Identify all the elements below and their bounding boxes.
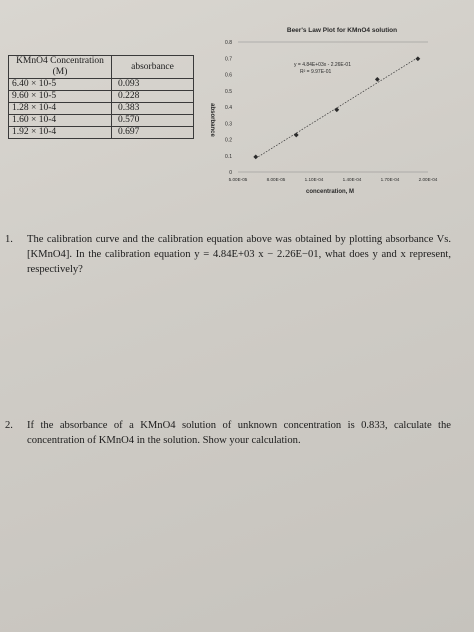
- table-row: [9, 127, 194, 139]
- x-tick-label: 1.10E-04: [304, 177, 324, 182]
- y-tick-label: 0.2: [225, 137, 232, 144]
- question-2-text: If the absorbance of a KMnO4 solution of unknown concentration is 0.833, calculate the concentration of KMnO4 in the solution. Show your calculation.: [27, 420, 451, 446]
- y-tick-label: 0.4: [225, 105, 232, 111]
- y-tick-label: 0: [229, 170, 232, 176]
- cell-absorbance: 0.383: [112, 103, 194, 115]
- header-concentration: KMnO4 Concentration (M): [9, 56, 112, 79]
- cell-concentration: 1.60 × 10-4: [9, 115, 112, 127]
- trendline-equation: y = 4.84E+03x - 2.26E-01: [294, 62, 351, 68]
- data-point-marker: [415, 56, 420, 61]
- question-1-number: 1.: [5, 234, 13, 245]
- cell-concentration: 1.28 × 10-4: [9, 103, 112, 115]
- cell-concentration: 1.92 × 10-4: [9, 127, 112, 139]
- y-tick-label: 0.6: [225, 72, 232, 79]
- question-2: [5, 418, 451, 448]
- y-tick-label: 0.8: [225, 40, 232, 46]
- data-point-marker: [253, 154, 258, 159]
- beers-law-chart: [202, 20, 448, 210]
- y-tick-label: 0.5: [225, 88, 232, 95]
- header-absorbance: absorbance: [112, 56, 194, 79]
- concentration-table-container: [8, 55, 194, 139]
- y-tick-label: 0.1: [225, 153, 232, 160]
- concentration-absorbance-table: [8, 55, 194, 139]
- cell-absorbance: 0.093: [112, 79, 194, 91]
- data-point-marker: [294, 133, 299, 138]
- cell-concentration: 9.60 × 10-5: [9, 91, 112, 103]
- cell-concentration: 6.40 × 10-5: [9, 79, 112, 91]
- table-row: [9, 103, 194, 115]
- x-tick-label: 1.40E-04: [342, 177, 362, 182]
- y-axis-label: absorbance: [209, 103, 215, 137]
- x-tick-label: 1.70E-04: [380, 177, 400, 182]
- table-row: [9, 91, 194, 103]
- y-tick-label: 0.7: [225, 56, 232, 63]
- table-header-row: [9, 56, 194, 79]
- x-tick-label: 5.00E-05: [228, 177, 248, 182]
- question-2-number: 2.: [5, 420, 13, 431]
- table-row: [9, 115, 194, 127]
- cell-absorbance: 0.228: [112, 91, 194, 103]
- x-tick-label: 8.00E-05: [266, 177, 286, 182]
- cell-absorbance: 0.570: [112, 115, 194, 127]
- table-row: [9, 79, 194, 91]
- y-tick-label: 0.3: [225, 121, 232, 128]
- x-axis-label: concentration, M: [305, 189, 355, 195]
- data-point-marker: [334, 107, 339, 112]
- cell-absorbance: 0.697: [112, 127, 194, 139]
- question-1: [5, 232, 451, 277]
- x-tick-label: 2.00E-04: [418, 177, 438, 182]
- data-point-marker: [375, 77, 380, 82]
- question-1-text: The calibration curve and the calibration equation above was obtained by plotting absorbance Vs. [KMnO4]. In the calibration equation y = 4.84E+03 x − 2.26E−01, what does y and x represent, respectively?: [27, 234, 451, 275]
- trendline-r-squared: R² = 9.97E-01: [300, 69, 332, 75]
- chart-svg: [202, 20, 448, 210]
- chart-title: Beer's Law Plot for KMnO4 solution: [286, 27, 398, 34]
